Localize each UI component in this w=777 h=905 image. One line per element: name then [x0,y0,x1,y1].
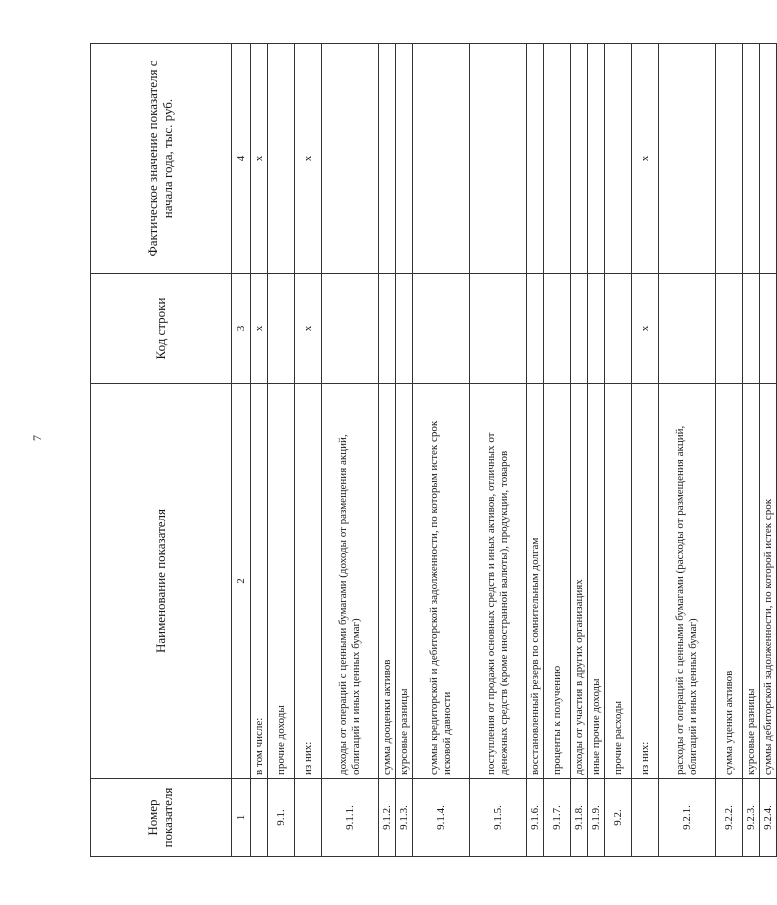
row-code [760,274,777,384]
header-cell: Номер показателя [91,779,232,857]
row-number: 9.2. [605,779,632,857]
row-value [527,44,544,274]
row-name: в том числе: [251,384,268,779]
column-number-row [232,44,251,857]
table-row [470,44,527,857]
row-value [743,44,760,274]
row-name: прочие расходы [605,384,632,779]
row-number: 9.1.5. [470,779,527,857]
table-row [760,44,777,857]
row-value [716,44,743,274]
row-number: 9.2.3. [743,779,760,857]
row-name: восстановленный резерв по сомнительным долгам [527,384,544,779]
row-code [379,274,396,384]
row-number: 9.1.9. [588,779,605,857]
table-row [605,44,632,857]
indicators-table [90,43,777,857]
header-cell: Наименование показателя [91,384,232,779]
row-name: суммы кредиторской и дебиторской задолженности, по которым истек срок исковой давности [413,384,470,779]
row-number: 9.1.6. [527,779,544,857]
row-number [251,779,268,857]
row-value [396,44,413,274]
row-number: 9.1. [268,779,295,857]
row-value: x [295,44,322,274]
row-name: доходы от операций с ценными бумагами (доходы от размещения акций, облигаций и иных ценных бумаг) [322,384,379,779]
row-number [295,779,322,857]
row-name: расходы от операций с ценными бумагами (расходы от размещения акций, облигаций и иных ценных бумаг) [659,384,716,779]
row-name: доходы от участия в других организациях [571,384,588,779]
rotated-table-container [90,44,777,857]
row-name: сумма уценки активов [716,384,743,779]
table-row [544,44,571,857]
row-value [571,44,588,274]
row-code [413,274,470,384]
table-row [632,44,659,857]
row-code: x [632,274,659,384]
table-row [527,44,544,857]
row-number: 9.1.3. [396,779,413,857]
column-number: 3 [232,274,251,384]
row-value [379,44,396,274]
table-row [295,44,322,857]
row-number: 9.1.2. [379,779,396,857]
row-name: из них: [295,384,322,779]
row-code [588,274,605,384]
table-row [268,44,295,857]
table-row [379,44,396,857]
header-row [91,44,232,857]
row-value: x [251,44,268,274]
table-row [251,44,268,857]
row-code [544,274,571,384]
row-name: прочие доходы [268,384,295,779]
page-number: 7 [30,435,44,441]
row-name: поступления от продажи основных средств и иных активов, отличных от денежных средств (кроме иностранной валюты), продукции, товаров [470,384,527,779]
row-number: 9.1.8. [571,779,588,857]
row-name: проценты к получению [544,384,571,779]
row-value [470,44,527,274]
row-value [413,44,470,274]
table-row [659,44,716,857]
row-code [322,274,379,384]
row-code [396,274,413,384]
row-code [659,274,716,384]
table-row [322,44,379,857]
table-row [716,44,743,857]
row-value [760,44,777,274]
row-number: 9.2.1. [659,779,716,857]
row-number: 9.1.4. [413,779,470,857]
header-cell: Фактическое значение показателя с начала года, тыс. руб. [91,44,232,274]
header-cell: Код строки [91,274,232,384]
row-value [544,44,571,274]
row-code [470,274,527,384]
row-name: иные прочие доходы [588,384,605,779]
row-value: x [632,44,659,274]
row-number: 9.1.7. [544,779,571,857]
row-code [716,274,743,384]
row-value [588,44,605,274]
table-row [743,44,760,857]
row-name: из них: [632,384,659,779]
row-code [743,274,760,384]
row-name: курсовые разницы [396,384,413,779]
table-row [571,44,588,857]
row-value [605,44,632,274]
row-name: суммы дебиторской задолженности, по которой истек срок [760,384,777,779]
row-name: сумма дооценки активов [379,384,396,779]
row-number: 9.2.2. [716,779,743,857]
row-value [268,44,295,274]
row-value [322,44,379,274]
column-number: 2 [232,384,251,779]
row-code [571,274,588,384]
row-name: курсовые разницы [743,384,760,779]
row-number: 9.2.4. [760,779,777,857]
row-code: x [251,274,268,384]
row-code [605,274,632,384]
table-row [588,44,605,857]
row-value [659,44,716,274]
row-code [268,274,295,384]
row-number [632,779,659,857]
column-number: 1 [232,779,251,857]
row-code: x [295,274,322,384]
table-row [413,44,470,857]
row-code [527,274,544,384]
column-number: 4 [232,44,251,274]
table-row [396,44,413,857]
row-number: 9.1.1. [322,779,379,857]
